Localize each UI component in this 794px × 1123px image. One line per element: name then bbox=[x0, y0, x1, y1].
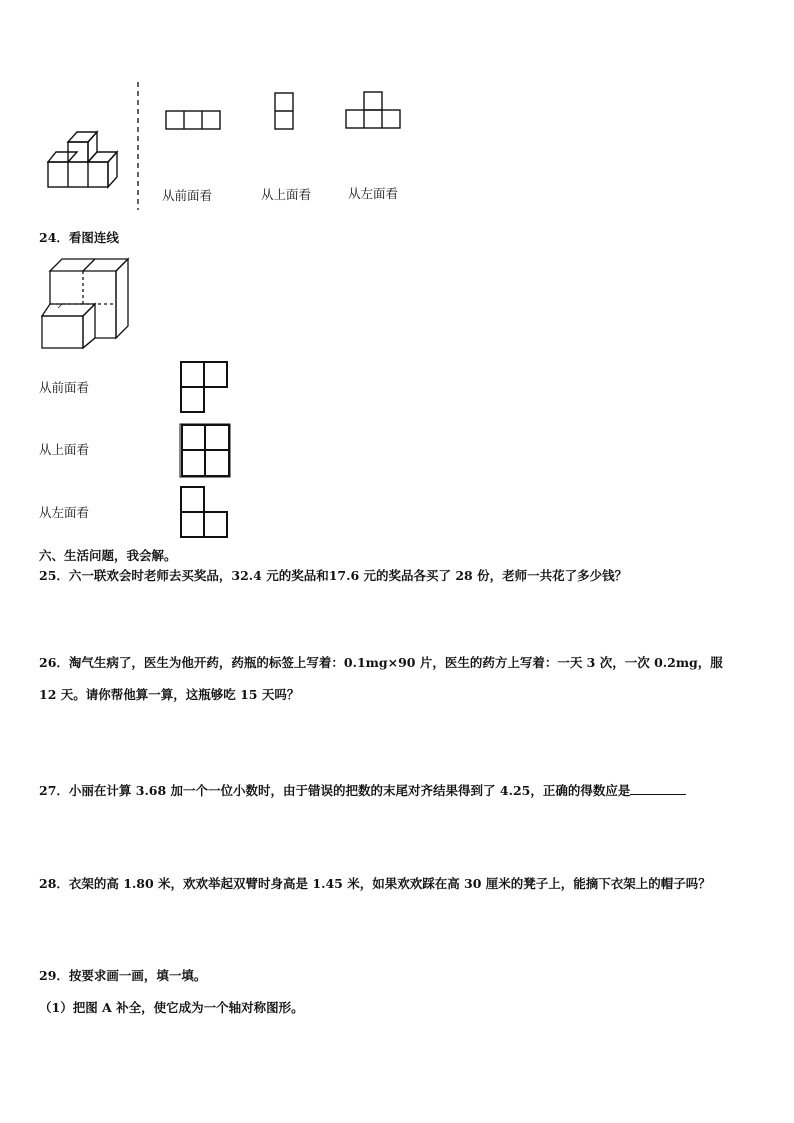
left-view-grid bbox=[345, 91, 405, 133]
q24-front-label: 从前面看 bbox=[39, 380, 90, 395]
q24-view-shape-1[interactable] bbox=[179, 360, 231, 416]
solid-figure bbox=[38, 256, 133, 356]
question-26-line-2: 12 天。请你帮他算一算，这瓶够吃 15 天吗？ bbox=[39, 687, 300, 702]
q24-top-label: 从上面看 bbox=[39, 442, 90, 457]
q24-left-label: 从左面看 bbox=[39, 505, 90, 520]
question-27-text: 27．小丽在计算 3.68 加一个一位小数时，由于错误的把数的末尾对齐结果得到了 4.25，正确的得数应是 bbox=[39, 783, 631, 798]
front-view-label: 从前面看 bbox=[162, 188, 213, 203]
answer-blank[interactable] bbox=[630, 782, 686, 795]
top-view-grid bbox=[274, 92, 298, 132]
q24-view-shape-3[interactable] bbox=[179, 485, 231, 541]
question-29-part-1: （1）把图 A 补全，使它成为一个轴对称图形。 bbox=[39, 1000, 304, 1015]
question-29: 29．按要求画一画，填一填。 bbox=[39, 968, 207, 983]
section-6-title: 六、生活问题，我会解。 bbox=[39, 548, 177, 563]
question-24-title: 24．看图连线 bbox=[39, 230, 119, 245]
q24-view-shape-2[interactable] bbox=[179, 423, 233, 479]
top-view-label: 从上面看 bbox=[261, 187, 312, 202]
left-view-label: 从左面看 bbox=[348, 186, 399, 201]
front-view-grid bbox=[165, 110, 225, 132]
question-27 bbox=[39, 782, 686, 799]
cube-stack-figure bbox=[42, 126, 132, 196]
question-25: 25．六一联欢会时老师去买奖品，32.4 元的奖品和17.6 元的奖品各买了 28 份，老师一共花了多少钱？ bbox=[39, 568, 628, 583]
question-26-line-1: 26．淘气生病了，医生为他开药，药瓶的标签上写着：0.1mg×90 片，医生的药方上写着：一天 3 次，一次 0.2mg，服 bbox=[39, 655, 723, 670]
divider-line bbox=[135, 82, 141, 212]
question-28: 28．衣架的高 1.80 米，欢欢举起双臂时身高是 1.45 米，如果欢欢踩在高 30 厘米的凳子上，能摘下衣架上的帽子吗？ bbox=[39, 876, 711, 891]
